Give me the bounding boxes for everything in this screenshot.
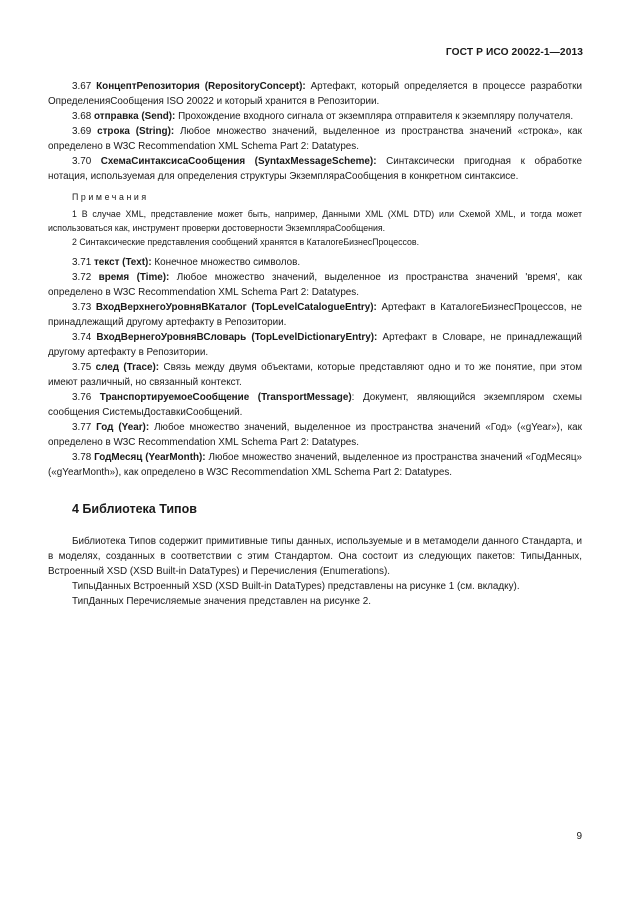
definition-number: 3.69 [72,126,98,137]
definition-number: 3.70 [72,156,101,167]
definition-number: 3.74 [72,332,97,343]
definition-term: СхемаСинтаксисаСообщения (SyntaxMessageScheme): [100,156,377,167]
notes-block [48,190,582,249]
definition-term: строка (String): [97,126,175,137]
definition-term: текст (Text): [93,257,152,268]
definition-term: ГодМесяц (YearMonth): [94,452,206,463]
definition-3-73 [48,300,582,330]
definition-number: 3.78 [72,452,95,463]
definition-3-75 [48,360,582,390]
section-title: 4 Библиотека Типов [72,502,197,516]
definition-number: 3.76 [72,392,100,403]
definition-3-76 [48,390,582,420]
definitions-group-b [48,255,582,480]
page-number: 9 [576,831,582,842]
definition-3-67 [48,79,582,109]
section-paragraph-2: ТипыДанных Встроенный XSD (XSD Built-in DataTypes) представлены на рисунке 1 (см. вкладку). [72,581,520,592]
note-1: 1 В случае XML, представление может быть, например, Данными XML (XML DTD) или Схемой XML, и тогда может использоваться как, инструмент проверки достоверности ЭкземпляраСообщения. [48,209,582,233]
page-header-standard: ГОСТ Р ИСО 20022-1—2013 [445,47,583,58]
definition-term: КонцептРепозитория (RepositoryConcept): [96,81,306,92]
definition-term: ВходВернегоУровняВСловарь (TopLevelDictionaryEntry): [96,332,378,343]
definition-term: ТранспортируемоеСообщение (TransportMessage) [99,392,352,403]
document-body [48,79,582,609]
section-paragraph-3: ТипДанных Перечисляемые значения представлен на рисунке 2. [72,596,371,607]
definition-number: 3.77 [72,422,97,433]
definition-number: 3.67 [72,81,97,92]
definition-number: 3.75 [72,362,96,373]
definition-3-69 [48,124,582,154]
definition-3-70 [48,154,582,184]
definition-text: Артефакт, который определяется в процессе разработки ОпределенияСообщения ISO 20022 и который хранится в Репозитории. [48,81,582,107]
definition-term: отправка (Send): [93,111,176,122]
definition-term: след (Trace): [95,362,160,373]
definition-text: Любое множество значений, выделенное из пространства значений «строка», как определено в W3C Recommendation XML Schema Part 2: Datatypes. [48,126,582,152]
definition-text: Связь между двумя объектами, которые представляют одно и то же понятие, при этом имеют различный, но связанный контекст. [48,362,582,388]
definition-3-68 [48,109,582,124]
definitions-group-a [48,79,582,184]
section-paragraph-1: Библиотека Типов содержит примитивные типы данных, используемые и в метамодели данного Стандарта, и в моделях, созданных в соответствии с этим Стандартом. Она состоит из следующих пакетов: ТипыДанных, Встроенный XSD (XSD Built-in DataTypes) и Перечисления (Enumerations). [48,536,582,577]
definition-text: Конечное множество символов. [151,257,301,268]
definition-text: Любое множество значений, выделенное из пространства значений «Год» («gYear»), как определено в W3C Recommendation XML Schema Part 2: Datatypes. [48,422,582,448]
definition-number: 3.73 [72,302,96,313]
definition-text: Синтаксически пригодная к обработке нотация, используемая для определения структуры ЭкземпляраСообщения в конкретном синтаксисе. [48,156,582,182]
definition-text: Артефакт в Словаре, не принадлежащий другому артефакту в Репозитории. [48,332,582,358]
definition-3-74 [48,330,582,360]
definition-text: Любое множество значений, выделенное из пространства значений 'время', как определено в W3C Recommendation XML Schema Part 2: Datatypes. [48,272,583,298]
definition-term: время (Time): [98,272,170,283]
definition-number: 3.68 [72,111,94,122]
definition-text: Любое множество значений, выделенное из пространства значений «ГодМесяц» («gYearMonth»), как определено в W3C Recommendation XML Schema Part 2: Datatypes. [48,452,582,478]
definition-3-77 [48,420,582,450]
notes-title: Примечания [72,192,149,202]
definition-number: 3.72 [72,272,99,283]
definition-term: ВходВерхнегоУровняВКаталог (TopLevelCatalogueEntry): [95,302,377,313]
definition-3-71 [48,255,582,270]
definition-term: Год (Year): [96,422,150,433]
note-2: 2 Синтаксические представления сообщений хранятся в КаталогеБизнесПроцессов. [72,237,420,247]
definition-text: Прохождение входного сигнала от экземпляра отправителя к экземпляру получателя. [175,111,574,122]
definition-number: 3.71 [72,257,94,268]
definition-3-78 [48,450,582,480]
section-body [48,534,582,609]
definition-text: Артефакт в КаталогеБизнесПроцессов, не принадлежащий другому артефакту в Репозитории. [48,302,583,328]
definition-3-72 [48,270,582,300]
definition-text: : Документ, являющийся экземпляром схемы сообщения СистемыДоставкиСообщений. [48,392,582,418]
